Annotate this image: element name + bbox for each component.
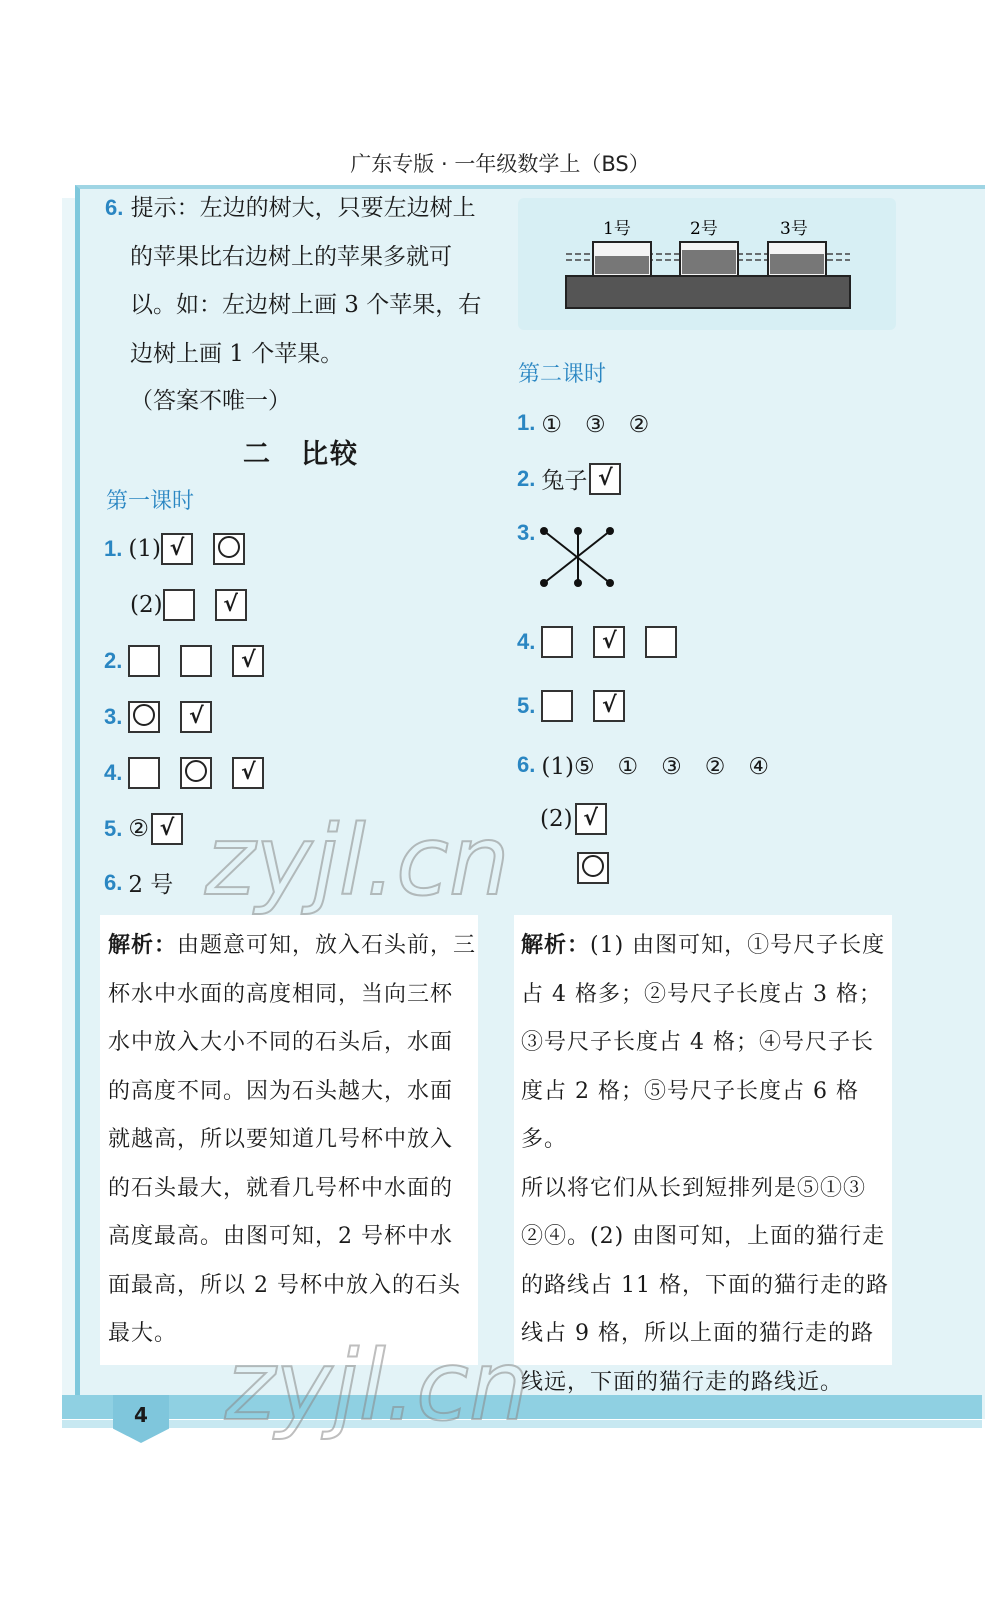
answer-number: 3.	[104, 704, 123, 729]
answer-r4	[517, 626, 697, 658]
explanation-line: 线占 9 格，所以上面的猫行走的路	[521, 1321, 874, 1346]
part-label: (2)	[540, 806, 573, 832]
answer-box-ticked	[593, 690, 625, 722]
explanation-label: 解析：	[521, 933, 591, 958]
answer-r2	[517, 462, 641, 495]
matching-lines	[536, 524, 620, 590]
explanation-line: 所以将它们从长到短排列是⑤①③	[521, 1175, 867, 1201]
cup-2	[680, 242, 738, 276]
answer-r6	[517, 748, 769, 781]
explanation-line: 杯水中水面的高度相同，当向三杯	[108, 981, 454, 1007]
q6-prev-line-2: 的苹果比右边树上的苹果多就可	[130, 244, 452, 270]
answer-text: ① ③ ②	[541, 412, 650, 438]
explanation-line: ②④。(2) 由图可知，上面的猫行走	[521, 1224, 886, 1249]
answer-1-2	[130, 589, 267, 621]
page-header: 广东专版 · 一年级数学上（BS）	[350, 152, 650, 176]
explanation-line: 的高度不同。因为石头越大，水面	[108, 1078, 454, 1104]
explanation-line: 线远，下面的猫行走的路线近。	[521, 1369, 844, 1395]
answer-r6-2b	[577, 852, 629, 884]
explanation-line: 的石头最大，就看几号杯中水面的	[108, 1175, 454, 1201]
answer-box-ticked	[593, 626, 625, 658]
tick-mark: √	[602, 693, 617, 718]
part-label: (1)	[128, 536, 161, 562]
answer-number: 2.	[517, 465, 536, 491]
answer-5	[104, 813, 203, 845]
part-label: (2)	[130, 592, 163, 618]
tick-mark: √	[241, 760, 256, 785]
tick-mark: √	[169, 536, 185, 561]
answer-box-empty	[541, 690, 573, 722]
answer-number: 3.	[517, 520, 536, 545]
answer-r1	[517, 406, 649, 439]
answer-box-ticked	[575, 803, 607, 835]
answer-6	[104, 866, 173, 899]
lesson-2-title: 第二课时	[518, 361, 607, 386]
answer-box-empty	[541, 626, 573, 658]
watermark: zyjl.cn	[225, 1330, 530, 1442]
answer-number: 4.	[517, 629, 536, 654]
lesson-1-title: 第一课时	[106, 488, 195, 513]
explanation-left	[108, 922, 478, 1359]
answer-box-ticked	[589, 463, 621, 495]
tick-mark: √	[241, 648, 256, 673]
explanation-line: 高度最高。由图可知，2 号杯中水	[108, 1224, 453, 1249]
q6-prev-text: 提示：左边的树大，只要左边树上	[130, 195, 476, 221]
answer-box-empty	[128, 645, 160, 677]
answer-box-empty	[163, 589, 195, 621]
explanation-line: 占 4 格多；②号尺子长度占 3 格；	[521, 981, 882, 1007]
explanation-line	[108, 922, 478, 971]
tick-mark: √	[602, 629, 617, 654]
answer-box-ticked	[161, 533, 193, 565]
answer-r6-2	[540, 803, 627, 835]
q6-prev-number: 6.	[105, 195, 124, 220]
cup-label-3: 3号	[780, 219, 808, 239]
answer-text: 2 号	[128, 872, 174, 898]
q6-prev-line-4: 边树上画 1 个苹果。	[130, 341, 344, 367]
explanation-line: 的路线占 11 格，下面的猫行走的路	[521, 1272, 889, 1298]
watermark: zyjl.cn	[205, 805, 510, 917]
tick-mark: √	[189, 704, 204, 729]
answer-number: 1.	[517, 409, 536, 435]
answer-text: (1)⑤ ① ③ ② ④	[541, 754, 770, 780]
explanation-line	[521, 922, 891, 971]
cup-1	[593, 242, 651, 276]
explanation-line: 水中放入大小不同的石头后，水面	[108, 1030, 454, 1055]
answer-box-ticked	[232, 757, 264, 789]
explanation-line: 就越高，所以要知道几号杯中放入	[108, 1127, 454, 1152]
explanation-text: (1) 由图可知，①号尺子长度	[590, 933, 886, 958]
q6-prev-line-3: 以。如：左边树上画 3 个苹果，右	[130, 292, 482, 318]
answer-number: 2.	[104, 648, 123, 673]
explanation-right	[521, 922, 891, 1407]
cup-label-2: 2号	[690, 219, 718, 239]
section-title: 二 比较	[243, 439, 359, 470]
answer-4	[104, 757, 284, 789]
answer-number: 1.	[104, 536, 123, 561]
explanation-line: 度占 2 格；⑤号尺子长度占 6 格多。	[521, 1078, 859, 1152]
answer-box-ticked	[215, 589, 247, 621]
explanation-label: 解析：	[108, 933, 178, 958]
explanation-line: 面最高，所以 2 号杯中放入的石头	[108, 1272, 461, 1298]
answer-number: 5.	[517, 693, 536, 718]
q6-prev-line-1	[105, 193, 476, 223]
tick-mark: √	[583, 806, 598, 831]
q6-prev-line-5: （答案不唯一）	[130, 388, 291, 414]
answer-2	[104, 645, 284, 677]
cup-label-1: 1号	[603, 219, 631, 239]
answer-box-circle	[180, 757, 212, 789]
cups-figure	[518, 198, 896, 330]
tick-mark: √	[598, 465, 613, 491]
answer-number: 6.	[517, 751, 536, 777]
answer-box-empty	[180, 645, 212, 677]
answer-box-ticked	[232, 645, 264, 677]
cup-3	[768, 242, 826, 276]
answer-box-circle	[128, 701, 160, 733]
explanation-text: 由题意可知，放入石头前，三	[177, 933, 477, 958]
tick-mark: √	[223, 592, 238, 617]
answer-box-empty	[128, 757, 160, 789]
tick-mark: √	[159, 816, 175, 841]
answer-box-ticked	[180, 701, 212, 733]
answer-3	[104, 701, 232, 733]
answer-box-circle	[577, 852, 609, 884]
answer-box-circle	[213, 533, 245, 565]
answer-box-ticked	[151, 813, 183, 845]
answer-1-1	[104, 533, 265, 565]
cups-illustration	[518, 198, 896, 330]
answer-number: 5.	[104, 816, 123, 841]
explanation-line: 最大。	[108, 1321, 178, 1346]
answer-number: 4.	[104, 760, 123, 785]
answer-box-empty	[645, 626, 677, 658]
answer-text: ②	[128, 816, 149, 842]
page-number: 4	[134, 1403, 148, 1427]
answer-r5	[517, 690, 645, 722]
answer-text: 兔子	[541, 468, 588, 494]
answer-number: 6.	[104, 869, 123, 895]
explanation-line: ③号尺子长度占 4 格；④号尺子长	[521, 1030, 874, 1055]
